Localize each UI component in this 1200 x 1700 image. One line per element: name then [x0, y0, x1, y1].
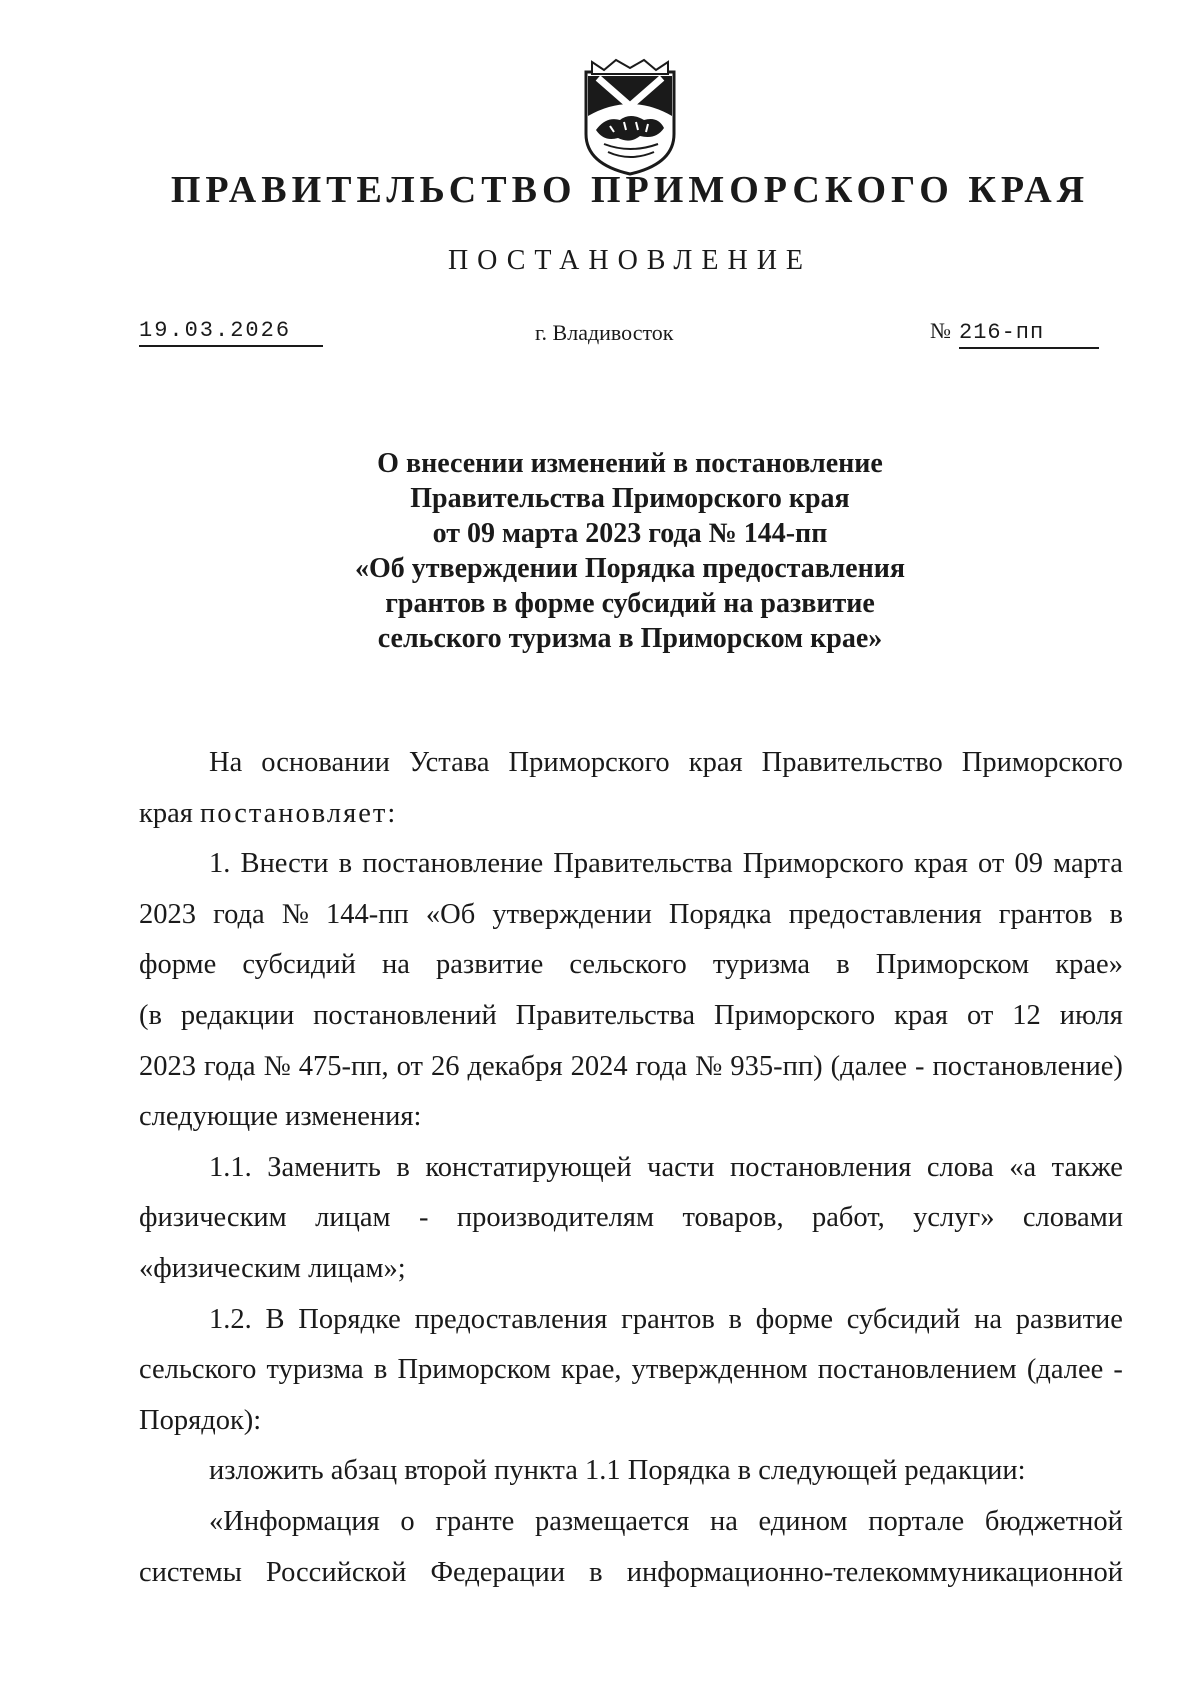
- word: грантов: [621, 1303, 715, 1335]
- word: также: [1051, 1151, 1123, 1183]
- body-line: [139, 890, 1123, 941]
- body-line: [139, 789, 1123, 840]
- word: размещается: [535, 1505, 690, 1537]
- number-sign: №: [930, 318, 951, 343]
- word: Приморском: [875, 949, 1030, 981]
- word: -: [1113, 1354, 1123, 1386]
- word: постановление: [362, 848, 544, 880]
- word: в: [728, 1303, 743, 1335]
- document-type: ПОСТАНОВЛЕНИЕ: [447, 245, 813, 276]
- word: крае»: [1055, 949, 1123, 981]
- word: 09: [1014, 848, 1043, 880]
- word: гранте: [435, 1505, 515, 1537]
- word: едином: [758, 1505, 848, 1537]
- title-line: О внесении изменений в постановление: [377, 448, 883, 479]
- word: Приморского: [508, 747, 670, 778]
- organization-name: ПРАВИТЕЛЬСТВО ПРИМОРСКОГО КРАЯ: [170, 169, 1090, 211]
- word: №: [263, 1050, 291, 1082]
- word: В: [265, 1303, 285, 1335]
- word: от: [978, 848, 1005, 880]
- word: (далее: [830, 1050, 907, 1082]
- word: сельского: [569, 949, 687, 981]
- coat-of-arms-emblem: [574, 52, 686, 178]
- word: постановления: [729, 1151, 912, 1183]
- word: предоставления: [788, 898, 982, 930]
- word: года: [204, 1050, 256, 1082]
- word: Федерации: [430, 1556, 566, 1588]
- word: товаров,: [682, 1202, 784, 1234]
- word: №: [281, 898, 309, 930]
- word: №: [695, 1050, 723, 1082]
- word: июля: [1059, 999, 1123, 1031]
- number-value: 216-пп: [959, 320, 1099, 349]
- word: утверждении: [492, 898, 652, 930]
- word: предоставления: [414, 1303, 608, 1335]
- word: края: [688, 747, 743, 778]
- word: слова: [926, 1151, 994, 1183]
- word: 1.1.: [209, 1151, 252, 1183]
- word: 2023: [139, 1050, 196, 1082]
- word: сельского: [139, 1354, 257, 1386]
- body-line: [139, 738, 1123, 789]
- word: 1.: [209, 848, 231, 880]
- word: Устава: [408, 747, 490, 778]
- word: Приморского: [961, 747, 1123, 778]
- word: Правительства: [553, 848, 733, 880]
- title-line: Правительства Приморского края: [410, 483, 850, 514]
- word: 2024: [570, 1050, 628, 1082]
- word: основании: [261, 747, 390, 778]
- word: -: [418, 1202, 429, 1234]
- word: на: [709, 1505, 738, 1537]
- word: в: [338, 848, 353, 880]
- word: субсидий: [846, 1303, 961, 1335]
- word: лицам: [315, 1202, 391, 1234]
- body-line: [139, 839, 1123, 890]
- word: Порядка: [668, 898, 772, 930]
- word: на: [974, 1303, 1002, 1335]
- body-line: [139, 1548, 1123, 1599]
- document-title: [200, 446, 1060, 656]
- word: в: [836, 949, 850, 981]
- word: -: [915, 1050, 925, 1082]
- word: Правительства: [515, 999, 696, 1031]
- body-text-spaced: постановляет:: [199, 797, 398, 829]
- word: постановлением: [817, 1354, 1017, 1386]
- title-line: от 09 марта 2023 года № 144-пп: [432, 518, 828, 549]
- body-line: следующие изменения:: [139, 1101, 422, 1133]
- word: «а: [1009, 1151, 1037, 1183]
- word: о: [400, 1505, 415, 1537]
- word: (далее: [1026, 1354, 1104, 1386]
- word: 2023: [139, 898, 196, 930]
- word: 1.2.: [209, 1303, 252, 1335]
- word: в: [1109, 898, 1123, 930]
- word: (в: [139, 999, 162, 1031]
- word: края: [914, 848, 968, 880]
- word: 12: [1012, 999, 1041, 1031]
- body-line: [139, 940, 1123, 991]
- word: года: [213, 898, 265, 930]
- word: 475-пп,: [298, 1050, 389, 1082]
- word: системы: [139, 1556, 242, 1588]
- word: Приморского: [714, 999, 876, 1031]
- title-line: сельского туризма в Приморском крае»: [377, 623, 883, 654]
- word: постановление): [932, 1050, 1123, 1082]
- word: Приморского: [742, 848, 904, 880]
- body-line: [139, 1497, 1123, 1548]
- body-line: Порядок):: [139, 1404, 262, 1436]
- word: части: [647, 1151, 715, 1183]
- document-number: [930, 318, 1099, 349]
- word: 26: [430, 1050, 460, 1082]
- word: «Информация: [209, 1505, 380, 1537]
- word: года: [635, 1050, 688, 1082]
- word: постановлений: [313, 999, 497, 1031]
- title-line: грантов в форме субсидий на развитие: [385, 588, 875, 619]
- word: производителям: [456, 1202, 655, 1234]
- document-date: 19.03.2026: [139, 318, 323, 347]
- word: 935-пп): [730, 1050, 823, 1082]
- word: услуг»: [913, 1202, 995, 1234]
- body-line: [139, 991, 1123, 1042]
- body-text: края: [139, 797, 193, 829]
- word: декабря: [467, 1050, 563, 1082]
- word: грантов: [998, 898, 1093, 930]
- word: края: [894, 999, 948, 1031]
- word: туризма: [712, 949, 811, 981]
- word: констатирующей: [425, 1151, 632, 1183]
- body-line: «физическим лицам»;: [139, 1252, 406, 1284]
- word: утвержденном: [631, 1354, 808, 1386]
- word: информационно-телекоммуникационной: [626, 1556, 1123, 1588]
- word: 144-пп: [326, 898, 409, 930]
- word: Российской: [265, 1556, 407, 1588]
- body-line: [139, 1042, 1123, 1093]
- word: от: [396, 1050, 423, 1082]
- word: на: [382, 949, 410, 981]
- word: от: [966, 999, 994, 1031]
- body-line: [139, 1193, 1123, 1244]
- word: Заменить: [267, 1151, 381, 1183]
- word: форме: [755, 1303, 833, 1335]
- word: в: [396, 1151, 410, 1183]
- body-line: [139, 1143, 1123, 1194]
- word: редакции: [180, 999, 295, 1031]
- word: Приморском: [397, 1354, 551, 1386]
- word: развитие: [436, 949, 544, 981]
- word: развитие: [1015, 1303, 1123, 1335]
- body-line: изложить абзац второй пункта 1.1 Порядка в следующей редакции:: [209, 1455, 1026, 1487]
- word: марта: [1053, 848, 1123, 880]
- word: физическим: [139, 1202, 287, 1234]
- word: туризма: [266, 1354, 364, 1386]
- word: крае,: [560, 1354, 622, 1386]
- word: словами: [1022, 1202, 1123, 1234]
- word: в: [589, 1556, 603, 1588]
- word: Правительство: [761, 747, 943, 778]
- word: «Об: [425, 898, 476, 930]
- title-line: «Об утверждении Порядка предоставления: [354, 553, 906, 584]
- word: портале: [868, 1505, 965, 1537]
- word: На: [209, 747, 243, 778]
- word: бюджетной: [984, 1505, 1123, 1537]
- word: субсидий: [242, 949, 356, 981]
- document-body: [139, 738, 1123, 1598]
- word: Порядке: [298, 1303, 401, 1335]
- word: работ,: [812, 1202, 885, 1234]
- word: в: [373, 1354, 388, 1386]
- word: Внести: [240, 848, 329, 880]
- document-city: г. Владивосток: [535, 320, 674, 345]
- body-line: [139, 1345, 1123, 1396]
- body-line: [139, 1295, 1123, 1346]
- word: форме: [139, 949, 217, 981]
